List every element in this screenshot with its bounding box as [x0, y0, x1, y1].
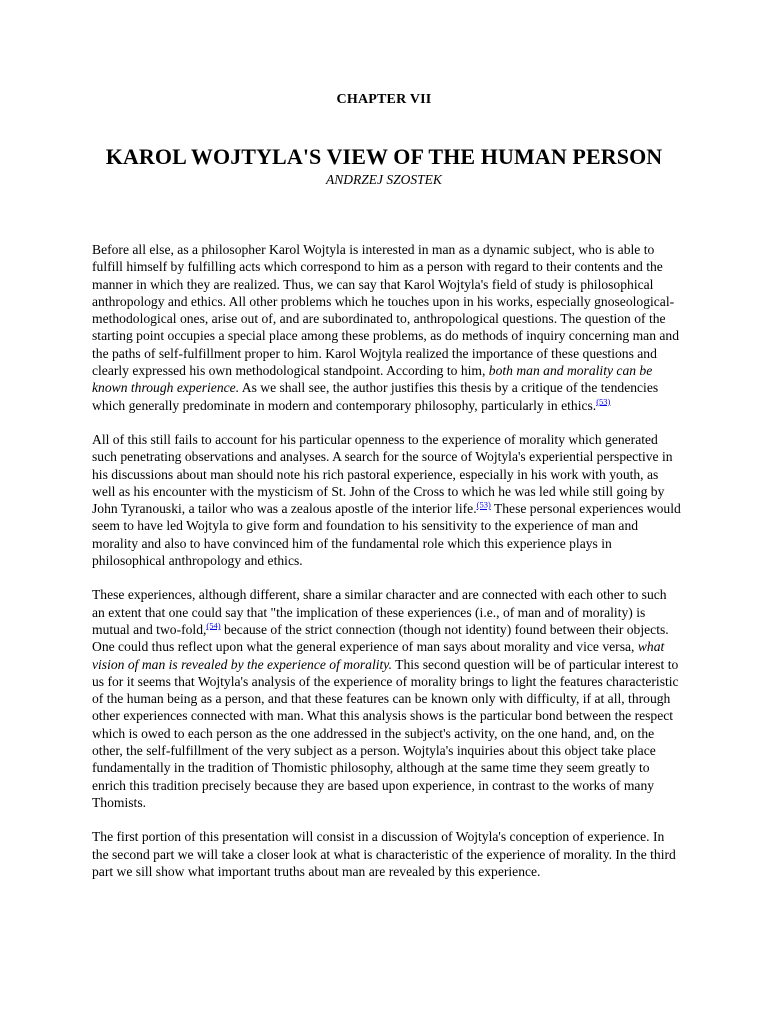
paragraph-2-text-a: All of this still fails to account for his particular openness to the experience of morality which generated such penetrating observations and analyses. A search for the source of Wojtyla's experiential perspective in his discussions about man should note his rich pastoral experience, especially in his work with youth, as well as his encounter with the mysticism of St. John of the Cross to which he was led while still going by John Tyranouski, a tailor who was a zealous apostle of the interior life.: [92, 431, 673, 517]
paragraph-1: [92, 241, 682, 414]
paragraph-4-text-a: The first portion of this presentation will consist in a discussion of Wojtyla's conception of experience. In the second part we will take a closer look at what is characteristic of the experience of morality. In the third part we sill show what important truths about man are revealed by this experience.: [92, 829, 676, 879]
footnote-link-53a[interactable]: (53): [596, 396, 611, 407]
chapter-heading: CHAPTER VII: [336, 92, 432, 107]
paragraph-1-text-c: As we shall see, the author justifies this thesis by a critique of the tendencies which generally predominate in modern and contemporary philosophy, particularly in ethics.: [92, 380, 659, 413]
footnote-link-54[interactable]: (54): [206, 620, 221, 631]
paragraph-3-text-d: This second question will be of particular interest to us for it seems that Wojtyla's analysis of the experience of morality brings to light the features characteristic of the human being as a person, and that these features can be known only with difficulty, if at all, through other experiences connected with man. What this analysis shows is the particular bond between the respect which is owed to each person as the one addressed in the subject's activity, on the one hand, and, on the other, the self-fulfillment of the very subject as a person. Wojtyla's inquiries about this object take place fundamentally in the tradition of Thomistic philosophy, although at the same time they seem greatly to enrich this tradition precisely because they are based upon experience, in contrast to the works of many Thomists.: [92, 656, 679, 810]
paragraph-3-text-b: because of the strict connection (though not identity) found between their objects. One could thus reflect upon what the general experience of man says about morality and vice versa,: [92, 621, 669, 655]
page-title: KAROL WOJTYLA'S VIEW OF THE HUMAN PERSON: [105, 144, 663, 169]
paragraph-3-text-a: These experiences, although different, share a similar character and are connected with each other to such an extent that one could say that "the implication of these experiences (i.e., of man and of morality) is mutual and two-fold,: [92, 587, 667, 637]
paragraph-3-emphasis: what vision of man is revealed by the experience of morality.: [92, 639, 665, 672]
paragraph-2: [92, 431, 682, 569]
footnote-link-53b[interactable]: (53): [476, 499, 491, 510]
document-body: [92, 241, 682, 897]
paragraph-3: [92, 586, 682, 811]
paragraph-4: [92, 828, 682, 880]
paragraph-1-emphasis: both man and morality can be known through experience.: [92, 363, 653, 396]
paragraph-1-text-a: Before all else, as a philosopher Karol Wojtyla is interested in man as a dynamic subject, who is able to fulfill himself by fulfilling acts which correspond to him as a person with regard to their contents and the manner in which they are realized. Thus, we can say that Karol Wojtyla's field of study is philosophical anthropology and ethics. All other problems which he touches upon in his works, especially gnoseological-methodological ones, arise out of, and are subordinated to, anthropological questions. The question of the starting point occupies a special place among these problems, as do methods of inquiry concerning man and the paths of self-fulfillment proper to him. Karol Wojtyla realized the importance of these questions and clearly expressed his own methodological standpoint. According to him,: [92, 242, 680, 379]
author-name: ANDRZEJ SZOSTEK: [326, 172, 442, 187]
paragraph-2-text-b: These personal experiences would seem to have led Wojtyla to give form and foundation to his sensitivity to the experience of man and morality and also to have convinced him of the fundamental role which this experience plays in philosophical anthropology and ethics.: [92, 501, 681, 569]
